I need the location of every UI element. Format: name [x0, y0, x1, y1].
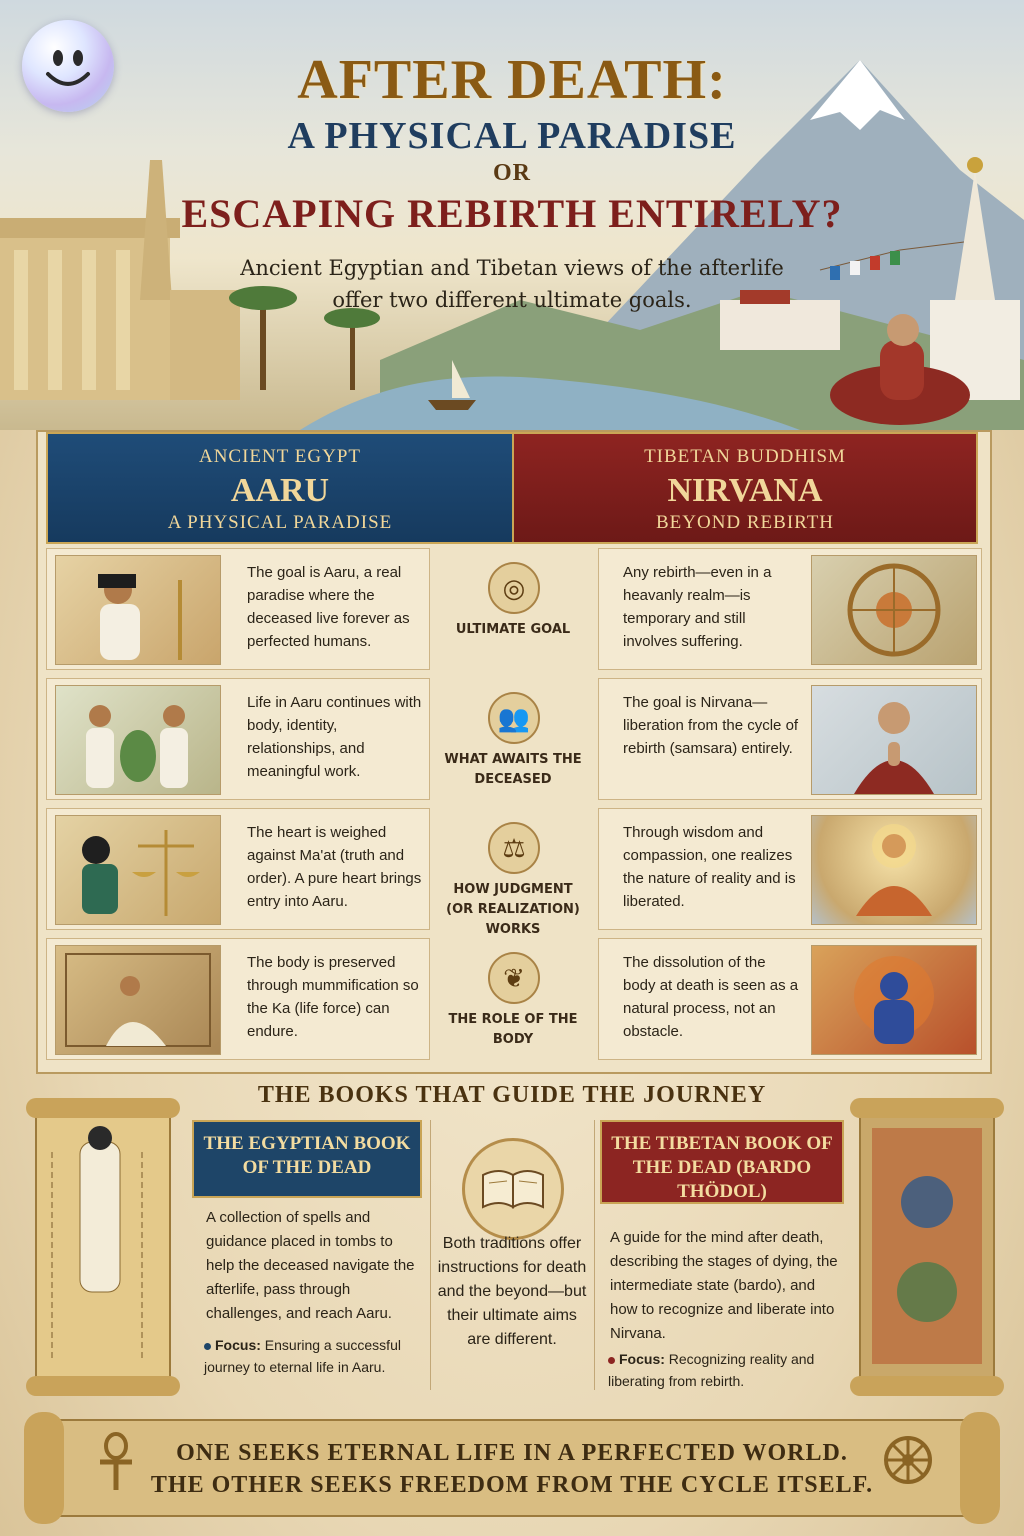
- tibet-tradition: TIBETAN BUDDHISM: [644, 446, 846, 467]
- comparison-row: [46, 548, 982, 674]
- sprout-icon: ❦: [488, 952, 540, 1004]
- title-escaping-rebirth: ESCAPING REBIRTH ENTIRELY?: [181, 191, 843, 236]
- row-label-block: [438, 548, 588, 668]
- focus-text: Ensuring a successful journey to eternal life in Aaru.: [204, 1337, 401, 1375]
- egyptian-papyrus-scroll: [22, 1092, 184, 1402]
- praying-monk-image: [811, 685, 977, 795]
- tibet-text: Any rebirth—even in a heavanly realm—is temporary and still involves suffering.: [623, 564, 772, 650]
- comparison-row: [46, 938, 982, 1064]
- egypt-cell: [46, 938, 430, 1060]
- target-icon: ◎: [488, 562, 540, 614]
- anubis-scales-image: [55, 815, 221, 925]
- wheel-of-life-image: [811, 555, 977, 665]
- focus-label: Focus:: [619, 1351, 665, 1367]
- title-physical-paradise: A PHYSICAL PARADISE: [287, 115, 737, 157]
- egypt-text: The body is preserved through mummification so the Ka (life force) can endure.: [247, 954, 419, 1040]
- boat-hull: [428, 400, 476, 410]
- egypt-text: Life in Aaru continues with body, identity, relationships, and meaningful work.: [247, 694, 422, 780]
- books-center-text: Both traditions offer instructions for death and the beyond—but their ultimate aims are different.: [437, 1235, 587, 1348]
- banner-line-2: THE OTHER SEEKS FREEDOM FROM THE CYCLE ITSELF.: [150, 1472, 874, 1498]
- title-or: OR: [493, 160, 531, 186]
- egyptian-book-header: THE EGYPTIAN BOOK OF THE DEAD: [192, 1120, 422, 1198]
- page-title: AFTER DEATH:: [297, 49, 727, 111]
- people-icon: 👥: [488, 692, 540, 744]
- tibet-header: [512, 432, 978, 544]
- egypt-name: AARU: [230, 472, 330, 509]
- temple-column: [82, 250, 96, 390]
- egyptian-fields-image: [55, 685, 221, 795]
- palm-trunk: [350, 320, 355, 390]
- row-label-block: [438, 678, 588, 798]
- row-label: ULTIMATE GOAL: [455, 622, 571, 637]
- egyptian-figure-image: [55, 555, 221, 665]
- row-label: WHAT AWAITS THE DECEASED: [444, 752, 582, 787]
- temple-column: [48, 250, 62, 390]
- tibet-text: Through wisdom and compassion, one realizes the nature of reality and is liberated.: [623, 824, 796, 910]
- focus-text: Recognizing reality and liberating from rebirth.: [608, 1351, 815, 1389]
- temple-column: [116, 250, 130, 390]
- tibet-cell: [598, 678, 982, 800]
- egypt-header: [46, 432, 514, 544]
- egyptian-book-description: A collection of spells and guidance placed in tombs to help the deceased navigate the afterlife, pass through challenges, and reach Aaru.: [206, 1209, 415, 1322]
- prayer-flag: [850, 261, 860, 275]
- tibet-name: NIRVANA: [667, 472, 823, 509]
- meditating-buddha-image: [811, 815, 977, 925]
- tibet-cell: [598, 548, 982, 670]
- bullet-icon: [608, 1357, 615, 1364]
- tomb-image: [55, 945, 221, 1055]
- comparison-row: [46, 808, 982, 937]
- banner-line-1: ONE SEEKS ETERNAL LIFE IN A PERFECTED WORLD.: [176, 1440, 848, 1466]
- egypt-cell: [46, 678, 430, 800]
- focus-label: Focus:: [215, 1337, 261, 1353]
- divider: [430, 1120, 431, 1390]
- bullet-icon: [204, 1343, 211, 1350]
- egypt-cell: [46, 808, 430, 930]
- row-label-block: [438, 938, 588, 1058]
- row-label: HOW JUDGMENT (OR REALIZATION) WORKS: [446, 882, 580, 937]
- dharma-wheel-icon: [880, 1432, 936, 1488]
- comparison-row: [46, 678, 982, 804]
- row-label: THE ROLE OF THE BODY: [448, 1012, 578, 1047]
- prayer-flag: [830, 266, 840, 280]
- wrathful-deity-image: [811, 945, 977, 1055]
- comparison-panel: [36, 430, 992, 1074]
- tibetan-thangka-scroll: [846, 1092, 1008, 1402]
- tibet-text: The dissolution of the body at death is seen as a natural process, not an obstacle.: [623, 954, 799, 1040]
- monk-body: [880, 340, 924, 400]
- monk-head: [887, 314, 919, 346]
- tibetan-book-focus: [608, 1348, 838, 1392]
- tibetan-book-description: A guide for the mind after death, describing the stages of dying, the intermediate state (bardo), and how to recognize and liberate into Nirvana.: [610, 1229, 838, 1342]
- egypt-text: The heart is weighed against Ma'at (truth and order). A pure heart brings entry into Aaru.: [247, 824, 422, 910]
- egypt-tradition: ANCIENT EGYPT: [198, 446, 361, 467]
- prayer-flag: [870, 256, 880, 270]
- tibet-text: The goal is Nirvana—liberation from the cycle of rebirth (samsara) entirely.: [623, 694, 799, 757]
- egypt-text: The goal is Aaru, a real paradise where the deceased live forever as perfected humans.: [247, 564, 410, 650]
- hero-subtitle: Ancient Egyptian and Tibetan views of the afterlife offer two different ultimate goals.: [240, 256, 784, 312]
- open-book-icon: [462, 1138, 564, 1240]
- ankh-icon: [92, 1432, 140, 1492]
- tibet-tagline: BEYOND REBIRTH: [655, 512, 835, 533]
- tibet-cell: [598, 938, 982, 1060]
- egyptian-book-focus: [204, 1334, 424, 1378]
- closing-banner: [24, 1410, 1000, 1526]
- divider: [594, 1120, 595, 1390]
- prayer-flag: [890, 251, 900, 265]
- tibetan-book-header: THE TIBETAN BOOK OF THE DEAD (BARDO THÖDOL): [600, 1120, 844, 1204]
- books-section-title: THE BOOKS THAT GUIDE THE JOURNEY: [257, 1082, 767, 1108]
- temple-column: [14, 250, 28, 390]
- tibet-cell: [598, 808, 982, 930]
- row-label-block: [438, 808, 588, 937]
- egypt-cell: [46, 548, 430, 670]
- hero-section: [0, 0, 1024, 430]
- egypt-tagline: A PHYSICAL PARADISE: [167, 512, 393, 533]
- scales-icon: ⚖: [488, 822, 540, 874]
